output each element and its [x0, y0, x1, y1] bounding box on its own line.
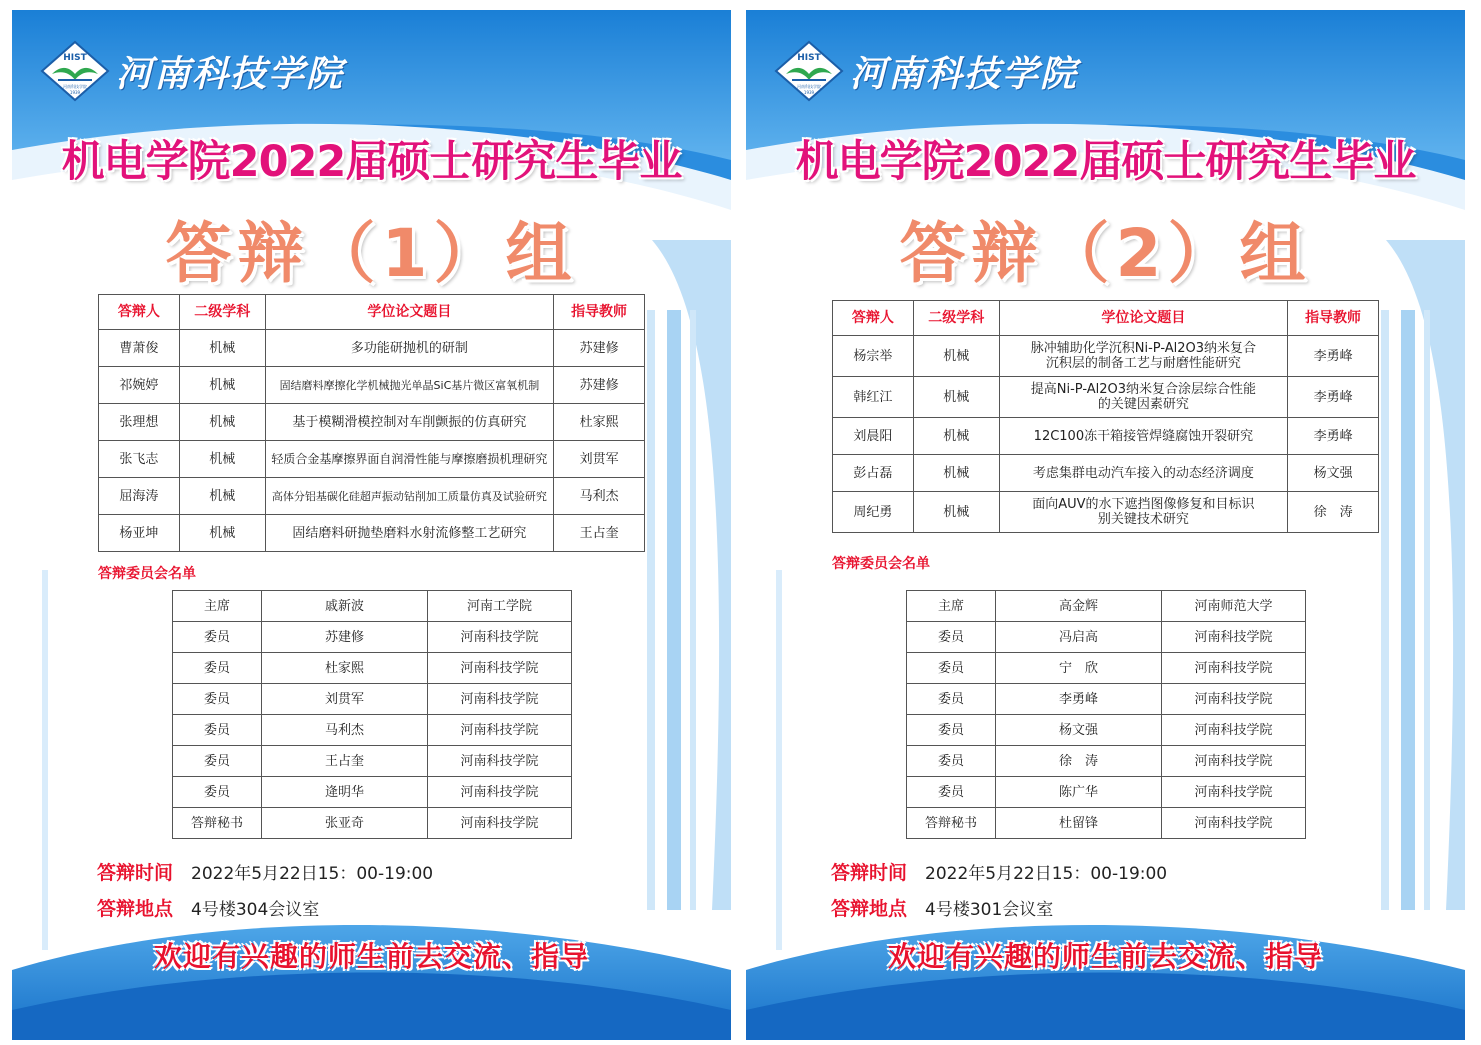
committee-label: 答辩委员会名单: [832, 556, 930, 572]
table-row: [833, 455, 1379, 492]
poster-title: 机电学院2022届硕士研究生毕业: [61, 137, 682, 187]
thesis-title: 轻质合金基摩擦界面自润滑性能与摩擦磨损机理研究: [265, 441, 553, 478]
school-name: 河南科技学院: [116, 52, 345, 95]
committee-org: 河南科技学院: [1162, 653, 1306, 684]
table-row: [173, 622, 572, 653]
advisor: 苏建修: [554, 367, 645, 404]
thesis-title: 固结磨料摩擦化学机械抛光单晶SiC基片微区富氧机制: [265, 367, 553, 404]
advisor: 王占奎: [554, 515, 645, 552]
defense-place: [831, 894, 1053, 921]
discipline: 机械: [913, 418, 999, 455]
discipline: 机械: [179, 478, 265, 515]
committee-role: 委员: [173, 715, 262, 746]
committee-name: 戚新波: [262, 591, 428, 622]
committee-name: 刘贯军: [262, 684, 428, 715]
committee-role: 委员: [173, 653, 262, 684]
student-name: 屈海涛: [99, 478, 180, 515]
welcome-message: 欢迎有兴趣的师生前去交流、指导: [887, 940, 1323, 973]
thesis-title: 考虑集群电动汽车接入的动态经济调度: [999, 455, 1288, 492]
thesis-title: 12C100冻干箱接管焊缝腐蚀开裂研究: [999, 418, 1288, 455]
committee-name: 徐 涛: [996, 746, 1162, 777]
table-row: [173, 591, 572, 622]
committee-role: 答辩秘书: [173, 808, 262, 839]
place-label: 答辩地点: [831, 898, 908, 920]
table-row: [99, 478, 645, 515]
committee-org: 河南科技学院: [1162, 715, 1306, 746]
svg-text:河南科技学院: 河南科技学院: [63, 84, 87, 89]
header-advisor: 指导教师: [554, 295, 645, 330]
table-row: [907, 746, 1306, 777]
committee-role: 委员: [173, 622, 262, 653]
committee-org: 河南科技学院: [428, 622, 572, 653]
committee-name: 冯启高: [996, 622, 1162, 653]
thesis-title: 面向AUV的水下遮挡图像修复和目标识别关键技术研究: [999, 492, 1288, 533]
table-row: [907, 715, 1306, 746]
discipline: 机械: [913, 455, 999, 492]
committee-name: 杜留锋: [996, 808, 1162, 839]
defense-table-header: [99, 295, 645, 330]
school-logo: [40, 40, 344, 102]
committee-org: 河南科技学院: [1162, 622, 1306, 653]
student-name: 张理想: [99, 404, 180, 441]
table-row: [173, 808, 572, 839]
committee-role: 主席: [173, 591, 262, 622]
committee-table: [906, 590, 1306, 839]
table-row: [99, 367, 645, 404]
committee-org: 河南科技学院: [1162, 746, 1306, 777]
svg-text:HIST: HIST: [63, 53, 87, 63]
student-name: 张飞志: [99, 441, 180, 478]
table-row: [99, 330, 645, 367]
committee-role: 委员: [173, 746, 262, 777]
svg-text:1939: 1939: [69, 90, 81, 95]
thesis-title: 脉冲辅助化学沉积Ni-P-Al2O3纳米复合沉积层的制备工艺与耐磨性能研究: [999, 336, 1288, 377]
committee-role: 委员: [907, 684, 996, 715]
defense-table: [98, 294, 645, 552]
discipline: 机械: [179, 330, 265, 367]
committee-name: 张亚奇: [262, 808, 428, 839]
advisor: 李勇峰: [1288, 336, 1379, 377]
defense-time: [97, 858, 433, 885]
thesis-title: 提高Ni-P-Al2O3纳米复合涂层综合性能的关键因素研究: [999, 377, 1288, 418]
committee-role: 主席: [907, 591, 996, 622]
header-student: 答辩人: [99, 295, 180, 330]
discipline: 机械: [179, 441, 265, 478]
table-row: [833, 336, 1379, 377]
table-row: [907, 622, 1306, 653]
student-name: 韩红江: [833, 377, 914, 418]
committee-table: [172, 590, 572, 839]
header-thesis: 学位论文题目: [265, 295, 553, 330]
advisor: 马利杰: [554, 478, 645, 515]
advisor: 杨文强: [1288, 455, 1379, 492]
student-name: 曹萧俊: [99, 330, 180, 367]
committee-name: 李勇峰: [996, 684, 1162, 715]
defense-time: [831, 858, 1167, 885]
poster-group-2: [746, 10, 1465, 1040]
committee-role: 委员: [907, 622, 996, 653]
time-value: 2022年5月22日15：00-19:00: [925, 864, 1168, 884]
school-logo: [774, 40, 1078, 102]
welcome-message: 欢迎有兴趣的师生前去交流、指导: [153, 940, 589, 973]
header-advisor: 指导教师: [1288, 301, 1379, 336]
table-row: [173, 746, 572, 777]
group-title: 答辩（2）组: [899, 215, 1312, 292]
committee-role: 委员: [907, 746, 996, 777]
committee-org: 河南科技学院: [428, 777, 572, 808]
committee-org: 河南科技学院: [1162, 777, 1306, 808]
student-name: 彭占磊: [833, 455, 914, 492]
place-value: 4号楼301会议室: [925, 900, 1054, 920]
committee-name: 杨文强: [996, 715, 1162, 746]
table-row: [173, 684, 572, 715]
defense-table: [832, 300, 1379, 533]
committee-role: 委员: [907, 715, 996, 746]
advisor: 李勇峰: [1288, 418, 1379, 455]
advisor: 苏建修: [554, 330, 645, 367]
committee-name: 苏建修: [262, 622, 428, 653]
committee-org: 河南科技学院: [1162, 684, 1306, 715]
committee-label: 答辩委员会名单: [98, 566, 196, 582]
time-label: 答辩时间: [97, 862, 174, 884]
defense-place: [97, 894, 319, 921]
table-row: [173, 715, 572, 746]
table-row: [907, 777, 1306, 808]
header-student: 答辩人: [833, 301, 914, 336]
table-row: [99, 515, 645, 552]
committee-org: 河南科技学院: [428, 684, 572, 715]
place-value: 4号楼304会议室: [191, 900, 320, 920]
committee-org: 河南科技学院: [428, 808, 572, 839]
committee-org: 河南科技学院: [1162, 808, 1306, 839]
table-row: [173, 653, 572, 684]
committee-org: 河南工学院: [428, 591, 572, 622]
committee-org: 河南科技学院: [428, 746, 572, 777]
committee-role: 委员: [907, 777, 996, 808]
table-row: [173, 777, 572, 808]
time-label: 答辩时间: [831, 862, 908, 884]
advisor: 徐 涛: [1288, 492, 1379, 533]
student-name: 祁婉婷: [99, 367, 180, 404]
header-thesis: 学位论文题目: [999, 301, 1288, 336]
committee-role: 答辩秘书: [907, 808, 996, 839]
time-value: 2022年5月22日15：00-19:00: [191, 864, 434, 884]
committee-name: 陈广华: [996, 777, 1162, 808]
discipline: 机械: [179, 515, 265, 552]
table-row: [907, 653, 1306, 684]
hist-emblem-icon: [40, 40, 110, 102]
discipline: 机械: [179, 404, 265, 441]
hist-emblem-icon: [774, 40, 844, 102]
advisor: 刘贯军: [554, 441, 645, 478]
committee-org: 河南师范大学: [1162, 591, 1306, 622]
committee-role: 委员: [173, 777, 262, 808]
table-row: [907, 808, 1306, 839]
header-discipline: 二级学科: [179, 295, 265, 330]
discipline: 机械: [913, 336, 999, 377]
student-name: 杨亚坤: [99, 515, 180, 552]
committee-role: 委员: [173, 684, 262, 715]
committee-name: 逄明华: [262, 777, 428, 808]
committee-name: 马利杰: [262, 715, 428, 746]
student-name: 刘晨阳: [833, 418, 914, 455]
table-row: [99, 404, 645, 441]
table-row: [99, 441, 645, 478]
svg-text:河南科技学院: 河南科技学院: [797, 84, 821, 89]
table-row: [907, 684, 1306, 715]
committee-org: 河南科技学院: [428, 715, 572, 746]
svg-text:HIST: HIST: [797, 53, 821, 63]
defense-table-header: [833, 301, 1379, 336]
thesis-title: 固结磨料研抛垫磨料水射流修整工艺研究: [265, 515, 553, 552]
table-row: [833, 377, 1379, 418]
group-title: 答辩（1）组: [165, 215, 578, 292]
committee-role: 委员: [907, 653, 996, 684]
thesis-title: 多功能研抛机的研制: [265, 330, 553, 367]
place-label: 答辩地点: [97, 898, 174, 920]
thesis-title: 基于模糊滑模控制对车削颤振的仿真研究: [265, 404, 553, 441]
advisor: 李勇峰: [1288, 377, 1379, 418]
table-row: [833, 418, 1379, 455]
committee-org: 河南科技学院: [428, 653, 572, 684]
svg-text:1939: 1939: [803, 90, 815, 95]
committee-name: 王占奎: [262, 746, 428, 777]
school-name: 河南科技学院: [850, 52, 1079, 95]
header-discipline: 二级学科: [913, 301, 999, 336]
discipline: 机械: [179, 367, 265, 404]
advisor: 杜家熙: [554, 404, 645, 441]
committee-name: 高金辉: [996, 591, 1162, 622]
table-row: [907, 591, 1306, 622]
committee-name: 宁 欣: [996, 653, 1162, 684]
poster-group-1: [12, 10, 731, 1040]
thesis-title: 高体分铝基碳化硅超声振动钻削加工质量仿真及试验研究: [265, 478, 553, 515]
student-name: 杨宗举: [833, 336, 914, 377]
table-row: [833, 492, 1379, 533]
discipline: 机械: [913, 492, 999, 533]
committee-name: 杜家熙: [262, 653, 428, 684]
poster-title: 机电学院2022届硕士研究生毕业: [795, 137, 1416, 187]
discipline: 机械: [913, 377, 999, 418]
student-name: 周纪勇: [833, 492, 914, 533]
